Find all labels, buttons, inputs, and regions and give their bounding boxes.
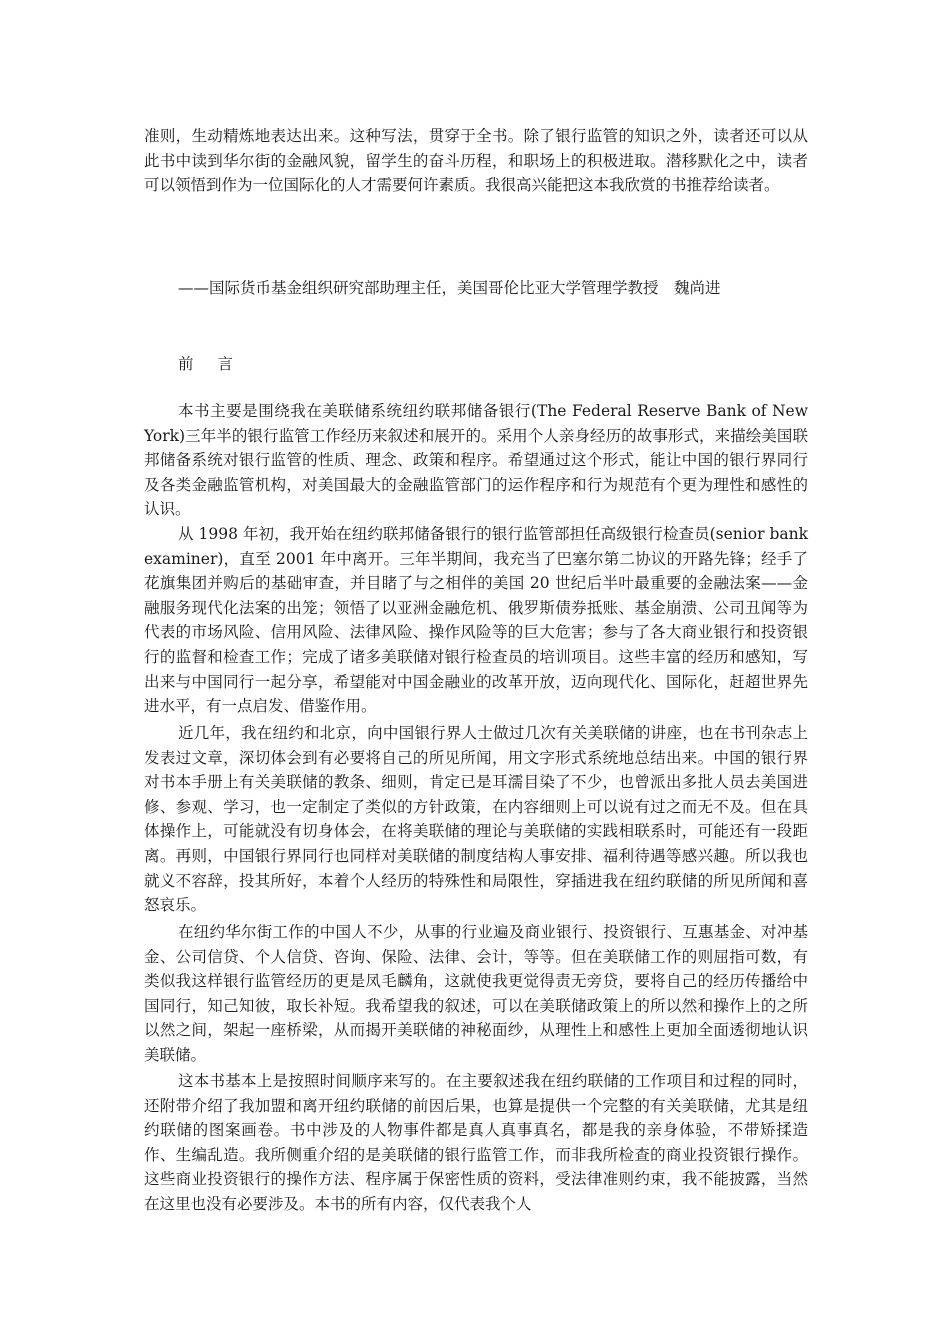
preface-paragraph-1: 本书主要是围绕我在美联储系统纽约联邦储备银行(The Federal Reserve Bank of New York)三年半的银行监管工作经历来叙述和展开的。采用个人亲身经历的故事形式，来描绘美国联邦储备系统对银行监管的性质、理念、政策和程序。希望通过这个形式，能让中国的银行界同行及各类金融监管机构，对美国最大的金融监管部门的运作程序和行为规范有个更为理性和感性的认识。 [144, 402, 808, 519]
section-title-char-1: 前 [178, 355, 194, 373]
foreword-attribution: ——国际货币基金组织研究部助理主任，美国哥伦比亚大学管理学教授 魏尚进 [178, 279, 721, 297]
preface-paragraph-5: 这本书基本上是按照时间顺序来写的。在主要叙述我在纽约联储的工作项目和过程的同时，还附带介绍了我加盟和离开纽约联储的前因后果，也算是提供一个完整的有关美联储，尤其是纽约联储的图案画卷。书中涉及的人物事件都是真人真事真名，都是我的亲身体验，不带矫揉造作、生编乱造。我所侧重介绍的是美联储的银行监管工作，而非我所检查的商业投资银行操作。这些商业投资银行的操作方法、程序属于保密性质的资料，受法律准则约束，我不能披露，当然在这里也没有必要涉及。本书的所有内容，仅代表我个人 [144, 1072, 808, 1213]
preface-paragraph-4: 在纽约华尔街工作的中国人不少，从事的行业遍及商业银行、投资银行、互惠基金、对冲基金、公司信贷、个人信贷、咨询、保险、法律、会计，等等。但在美联储工作的则屈指可数，有类似我这样银行监管经历的更是凤毛麟角，这就使我更觉得责无旁贷，要将自己的经历传播给中国同行，知己知彼，取长补短。我希望我的叙述，可以在美联储政策上的所以然和操作上的之所以然之间，架起一座桥梁，从而揭开美联储的神秘面纱，从理性上和感性上更加全面透彻地认识美联储。 [144, 923, 808, 1064]
preface-paragraph-2: 从 1998 年初，我开始在纽约联邦储备银行的银行监管部担任高级银行检查员(senior bank examiner)，直至 2001 年中离开。三年半期间，我充当了巴塞尔第二协议的开路先锋；经手了花旗集团并购后的基础审查，并目睹了与之相伴的美国 20 世纪后半叶最重要的金融法案——金融服务现代化法案的出笼；领悟了以亚洲金融危机、俄罗斯债券抵账、基金崩溃、公司丑闻等为代表的市场风险、信用风险、法律风险、操作风险等的巨大危害；参与了各大商业银行和投资银行的监督和检查工作；完成了诸多美联储对银行检查员的培训项目。这些丰富的经历和感知，写出来与中国同行一起分享，希望能对中国金融业的改革开放，迈向现代化、国际化，赶超世界先进水平，有一点启发、借鉴作用。 [144, 525, 808, 716]
foreword-closing-paragraph: 准则，生动精炼地表达出来。这种写法，贯穿于全书。除了银行监管的知识之外，读者还可以从此书中读到华尔街的金融风貌，留学生的奋斗历程，和职场上的积极进取。潜移默化之中，读者可以领悟到作为一位国际化的人才需要何许素质。我很高兴能把这本我欣赏的书推荐给读者。 [144, 127, 808, 195]
preface-paragraph-3: 近几年，我在纽约和北京，向中国银行界人士做过几次有关美联储的讲座，也在书刊杂志上发表过文章，深切体会到有必要将自己的所见所闻，用文字形式系统地总结出来。中国的银行界对书本手册上有关美联储的教条、细则，肯定已是耳濡目染了不少，也曾派出多批人员去美国进修、参观、学习，也一定制定了类似的方针政策，在内容细则上可以说有过之而无不及。但在具体操作上，可能就没有切身体会，在将美联储的理论与美联储的实践相联系时，可能还有一段距离。再则，中国银行界同行也同样对美联储的制度结构人事安排、福利待遇等感兴趣。所以我也就义不容辞，投其所好，本着个人经历的特殊性和局限性，穿插进我在纽约联储的所见所闻和喜怒哀乐。 [144, 724, 808, 915]
section-title-char-2: 言 [217, 355, 234, 373]
section-title-preface [178, 352, 378, 377]
